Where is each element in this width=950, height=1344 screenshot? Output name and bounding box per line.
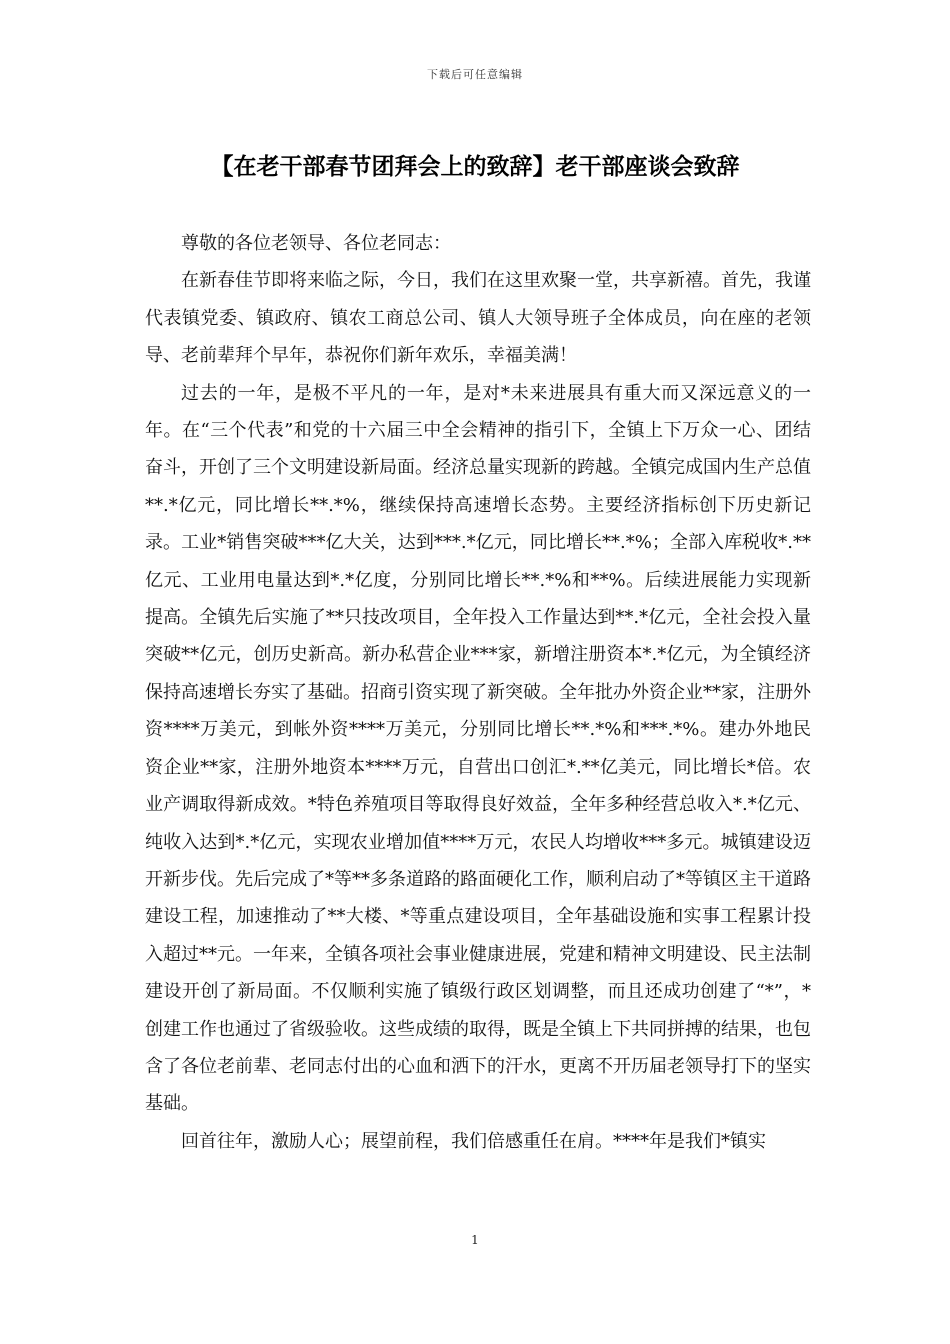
document-body	[145, 225, 811, 1160]
salutation-paragraph: 尊敬的各位老领导、各位老同志：	[181, 233, 451, 254]
body-paragraph: 过去的一年，是极不平凡的一年，是对*未来进展具有重大而又深远意义的一年。在“三个代表”和党的十六届三中全会精神的指引下，全镇上下万众一心、团结奋斗，开创了三个文明建设新局面。经济总量实现新的跨越。全镇完成国内生产总值**.*亿元，同比增长**.*%，继续保持高速增长态势。主要经济指标创下历史新记录。工业*销售突破***亿大关，达到***.*亿元，同比增长**.*%；全部入库税收*.**亿元、工业用电量达到*.*亿度，分别同比增长**.*%和**%。后续进展能力实现新提高。全镇先后实施了**只技改项目，全年投入工作量达到**.*亿元，全社会投入量突破**亿元，创历史新高。新办私营企业***家，新增注册资本*.*亿元，为全镇经济保持高速增长夯实了基础。招商引资实现了新突破。全年批办外资企业**家，注册外资****万美元，到帐外资****万美元，分别同比增长**.*%和***.*%。建办外地民资企业**家，注册外地资本****万元，自营出口创汇*.**亿美元，同比增长*倍。农业产调取得新成效。*特色养殖项目等取得良好效益，全年多种经营总收入*.*亿元、纯收入达到*.*亿元，实现农业增加值****万元，农民人均增收***多元。城镇建设迈开新步伐。先后完成了*等**多条道路的路面硬化工作，顺利启动了*等镇区主干道路建设工程，加速推动了**大楼、*等重点建设项目，全年基础设施和实事工程累计投入超过**元。一年来，全镇各项社会事业健康进展，党建和精神文明建设、民主法制建设开创了新局面。不仅顺利实施了镇级行政区划调整，而且还成功创建了“*”，*创建工作也通过了省级验收。这些成绩的取得，既是全镇上下共同拼搏的结果，也包含了各位老前辈、老同志付出的心血和洒下的汗水，更离不开历届老领导打下的坚实基础。	[145, 382, 811, 1115]
page-number: 1	[471, 1233, 479, 1247]
body-paragraph: 回首往年，激励人心；展望前程，我们倍感重任在肩。****年是我们*镇实	[181, 1130, 766, 1152]
page-header-note: 下载后可任意编辑	[427, 68, 523, 81]
document-title: 【在老干部春节团拜会上的致辞】老干部座谈会致辞	[210, 154, 740, 180]
body-paragraph: 在新春佳节即将来临之际，今日，我们在这里欢聚一堂，共享新禧。首先，我谨代表镇党委、镇政府、镇农工商总公司、镇人大领导班子全体成员，向在座的老领导、老前辈拜个早年，恭祝你们新年欢乐，幸福美满！	[145, 270, 811, 367]
